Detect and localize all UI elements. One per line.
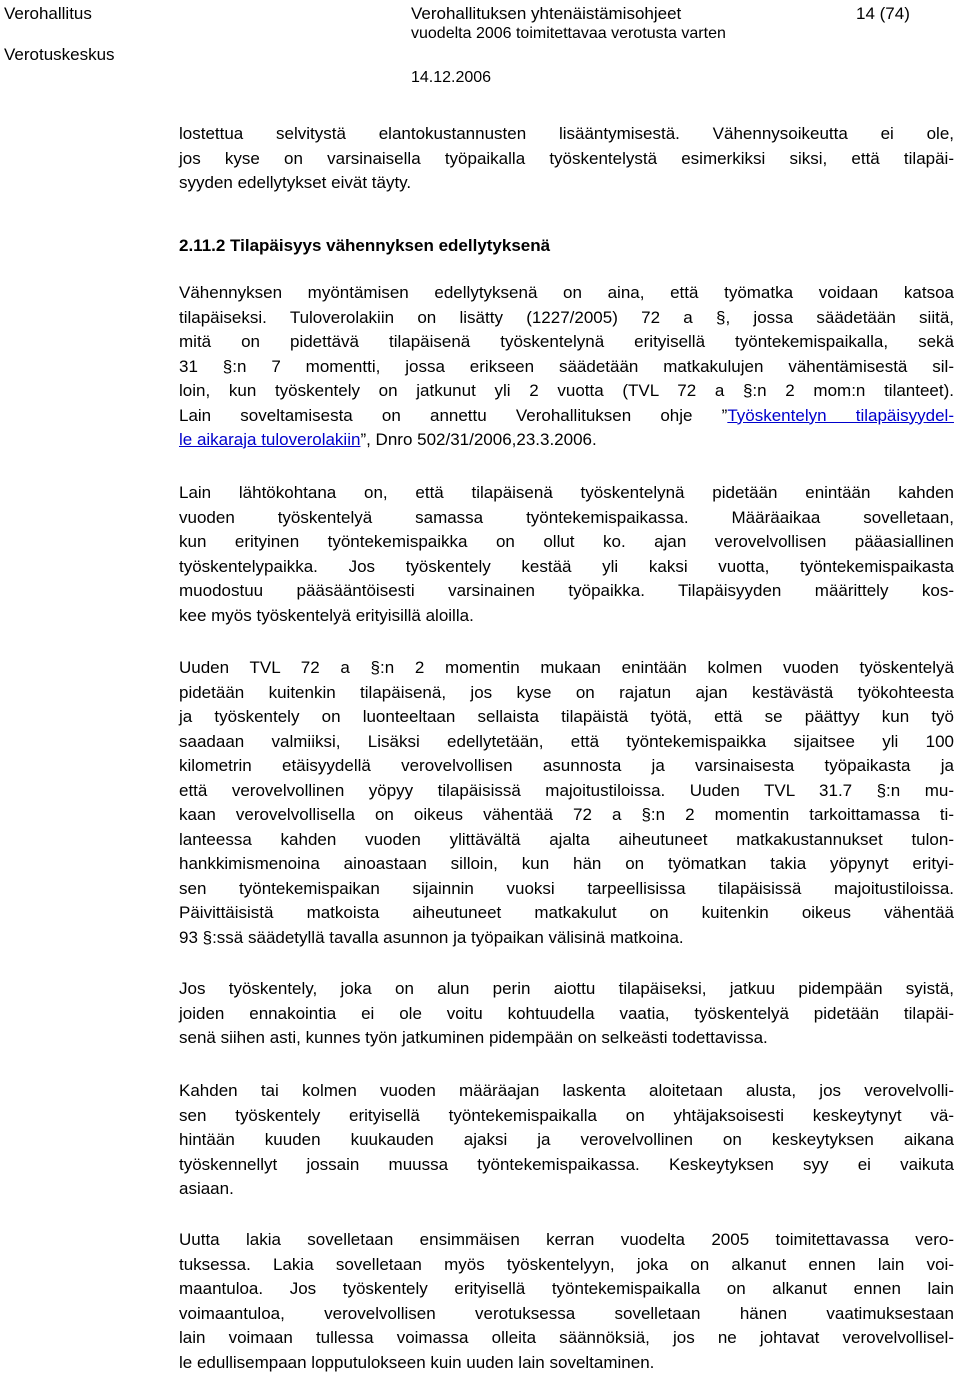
paragraph-4 xyxy=(179,656,954,950)
header-unit: Verotuskeskus xyxy=(4,45,115,64)
text-line: 93 §:ssä säädetyllä tavalla asunnon ja työpaikan välisinä matkoina. xyxy=(179,927,684,947)
paragraph-5 xyxy=(179,977,954,1051)
text-line: Jos työskentely, joka on alun perin aiottu tilapäiseksi, jatkuu pidempään syistä, xyxy=(179,979,954,998)
text-line: kun erityinen työntekemispaikka on ollut ko. ajan verovelvollisen pääasiallinen xyxy=(179,532,954,551)
text-line: loin, kun työskentely on jatkunut yli 2 vuotta (TVL 72 a §:n 2 mom:n tilanteet). xyxy=(179,381,954,400)
text-line: lanteessa kahden vuoden ylittävältä ajalta aiheutuneet matkakustannukset tulon- xyxy=(179,829,954,849)
header-date: 14.12.2006 xyxy=(411,69,492,86)
text-line: senä siihen asti, kunnes työn jatkuminen pidempään on selkeästi todettavissa. xyxy=(179,1028,768,1047)
text-line: joiden ennakointia ei ole voitu kohtuudella vaatia, työskentelyä pidetään tilapäi- xyxy=(179,1003,954,1023)
text-line: Päivittäisistä matkoista aiheutuneet matkakulut on kuitenkin oikeus vähentää xyxy=(179,903,954,922)
text-fragment: Lain soveltamisesta on annettu Verohallituksen ohje ” xyxy=(179,405,728,425)
text-line: Lain lähtökohtana on, että tilapäisenä työskentelynä pidetään enintään kahden xyxy=(179,483,954,502)
text-line: lostettua selvitystä elantokustannusten lisääntymisestä. Vähennysoikeutta ei ole, xyxy=(179,124,954,143)
text-line: kilometrin etäisyydellä verovelvollisen asunnosta ja varsinaisesta työpaikasta ja xyxy=(179,756,954,775)
guideline-link-continued[interactable]: le aikaraja tuloverolakiin xyxy=(179,430,361,449)
text-line xyxy=(179,404,954,429)
text-line: hankkimismenoina ainoastaan silloin, kun hän on työmatkan takia yöpynyt erityi- xyxy=(179,854,954,873)
text-line: kaan verovelvollisella on oikeus vähentää 72 a §:n 2 momentin tarkoittamassa ti- xyxy=(179,805,954,824)
section-heading: 2.11.2 Tilapäisyys vähennyksen edellytyksenä xyxy=(179,236,551,255)
text-line: kee myös työskentelyä erityisillä aloilla. xyxy=(179,605,474,625)
text-line: tilapäiseksi. Tuloverolakiin on lisätty (1227/2005) 72 a §, jossa säädetään siitä, xyxy=(179,307,954,327)
text-line: työskennellyt jossain muussa työntekemispaikassa. Keskeytyksen syy ei vaikuta xyxy=(179,1154,954,1174)
text-line: Vähennyksen myöntämisen edellytyksenä on aina, että työmatka voidaan katsoa xyxy=(179,283,954,302)
text-fragment: ”, Dnro 502/31/2006,23.3.2006. xyxy=(360,430,597,449)
paragraph-3 xyxy=(179,481,954,628)
text-line: Uutta lakia sovelletaan ensimmäisen kerran vuodelta 2005 toimitettavassa vero- xyxy=(179,1230,954,1249)
text-line: lain voimaan tullessa voimassa olleita säännöksiä, jos ne johtavat verovelvollisel- xyxy=(179,1328,954,1347)
text-line: sen työskentely erityisellä työntekemispaikalla on yhtäjaksoisesti keskeytynyt vä- xyxy=(179,1105,954,1125)
paragraph-6 xyxy=(179,1079,954,1202)
header-org: Verohallitus xyxy=(4,4,92,23)
text-line: muodostuu pääsääntöisesti varsinainen työpaikka. Tilapäisyyden määrittely kos- xyxy=(179,581,954,600)
text-line: Uuden TVL 72 a §:n 2 momentin mukaan enintään kolmen vuoden työskentelyä xyxy=(179,658,954,677)
text-line: asiaan. xyxy=(179,1179,234,1198)
text-line xyxy=(179,428,954,453)
text-line: maantuloa. Jos työskentely erityisellä työntekemispaikalla on alkanut ennen lain xyxy=(179,1279,954,1298)
text-line: hintään kuuden kuukauden ajaksi ja verovelvollinen on keskeytyksen aikana xyxy=(179,1130,954,1149)
text-line: le edullisempaan lopputulokseen kuin uuden lain soveltaminen. xyxy=(179,1352,655,1372)
text-line: Kahden tai kolmen vuoden määräajan laskenta aloitetaan alusta, jos verovelvolli- xyxy=(179,1081,954,1100)
header-doc-title: Verohallituksen yhtenäistämisohjeet xyxy=(411,4,682,23)
text-line: ja työskentely on luonteeltaan sellaista tilapäistä työtä, että se päättyy kun työ xyxy=(179,707,954,726)
header-page-number: 14 (74) xyxy=(856,4,910,23)
header-doc-subtitle: vuodelta 2006 toimitettavaa verotusta varten xyxy=(411,25,726,42)
text-line: tuksessa. Lakia sovelletaan myös työskentelyyn, joka on alkanut ennen lain voi- xyxy=(179,1254,954,1274)
text-line: saadaan valmiiksi, Lisäksi edellytetään, että työntekemispaikka sijaitsee yli 100 xyxy=(179,731,954,751)
text-line: pidetään kuitenkin tilapäisenä, jos kyse on rajatun ajan kestävästä työkohteesta xyxy=(179,682,954,702)
text-line: sen työntekemispaikan sijainnin vuoksi tarpeellisissa tilapäisissä majoitustiloissa. xyxy=(179,878,954,898)
text-line: mitä on pidettävä tilapäisenä työskentelynä erityisellä työntekemispaikalla, sekä xyxy=(179,332,954,351)
text-line: voimaantuloa, verovelvollisen verotuksessa sovelletaan hänen vaatimuksestaan xyxy=(179,1303,954,1323)
guideline-link[interactable]: Työskentelyn tilapäisyydel- xyxy=(727,405,954,425)
paragraph-1 xyxy=(179,122,954,196)
text-line: syyden edellytykset eivät täyty. xyxy=(179,173,412,192)
paragraph-7 xyxy=(179,1228,954,1375)
text-line: jos kyse on varsinaisella työpaikalla työskentelystä esimerkiksi siksi, että tilapäi- xyxy=(179,148,954,168)
text-line: 31 §:n 7 momentti, jossa erikseen säädetään matkakulujen vähentämisestä sil- xyxy=(179,356,954,376)
text-line: työskentelypaikka. Jos työskentely kestää yli kaksi vuotta, työntekemispaikasta xyxy=(179,556,954,576)
text-line: vuoden työskentelyä samassa työntekemispaikassa. Määräaikaa sovelletaan, xyxy=(179,507,954,527)
text-line: että verovelvollinen yöpyy tilapäisissä majoitustiloissa. Uuden TVL 31.7 §:n mu- xyxy=(179,780,954,800)
paragraph-2 xyxy=(179,281,954,453)
